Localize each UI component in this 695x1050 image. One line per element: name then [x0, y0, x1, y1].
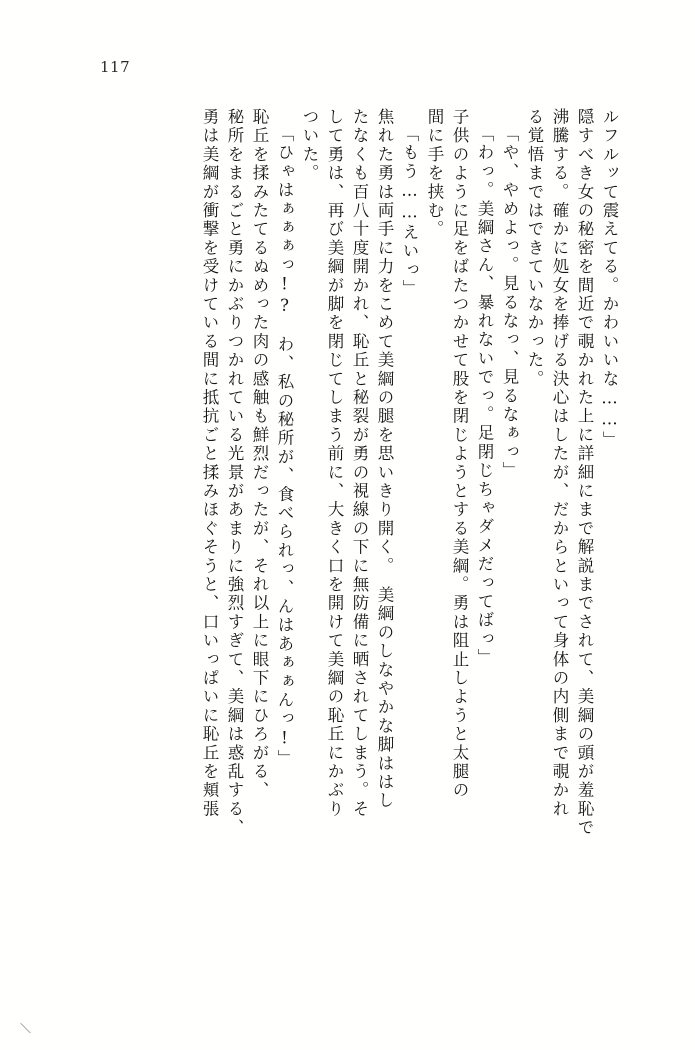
- text-line: 勇は美綱が衝撃を受けている間に抵抗ごと揉みほぐそうと、口いっぱいに恥丘を頬張: [200, 108, 219, 819]
- text-line: 焦れた勇は両手に力をこめて美綱の腿を思いきり開く。 美綱のしなやかな脚ははし: [375, 108, 394, 811]
- text-line: ルフルッて震えてる。かわいいな……」: [600, 108, 619, 450]
- text-line: 沸騰する。確かに処女を捧げる決心はしたが、だからといって身体の内側まで覗かれ: [550, 108, 569, 819]
- text-line: る覚悟まではできていなかった。: [525, 108, 544, 389]
- text-line: 秘所をまるごと勇にかぶりつかれている光景があまりに強烈すぎて、美綱は惑乱する、: [225, 108, 244, 838]
- text-line: 「もう……えいっ」: [400, 125, 419, 299]
- text-line: して勇は、再び美綱が脚を閉じてしまう前に、大きく口を開けて美綱の恥丘にかぶり: [325, 108, 344, 819]
- text-line: ついた。: [300, 108, 319, 183]
- text-line: 恥丘を揉みたてるぬめった肉の感触も鮮烈だったが、それ以上に眼下にひろがる、: [250, 108, 269, 800]
- text-line: たなくも百八十度開かれ、恥丘と秘裂が勇の視線の下に無防備に晒されてしまう。そ: [350, 108, 369, 819]
- page-number: 117: [100, 58, 131, 76]
- text-line: 間に手を挟む。: [425, 108, 444, 239]
- text-line: 「ひゃはぁぁぁっ!? わ、私の秘所が、食べられっ、んはあぁぁんっ!」: [275, 125, 294, 769]
- text-line: 隠すべき女の秘密を間近で覗かれた上に詳細にまで解説までされて、美綱の頭が羞恥で: [575, 108, 594, 838]
- text-line: 「わっ。美綱さん、暴れないでっ。足閉じちゃダメだってばっ」: [475, 125, 494, 668]
- body-text: [57, 108, 617, 988]
- text-line: 子供のように足をばたつかせて股を閉じようとする美綱。勇は阻止しようと太腿の: [450, 108, 469, 800]
- scan-corner-mark: ＼: [20, 1022, 31, 1035]
- text-line: 「や、やめよっ。見るなっ、見るなぁっ」: [500, 125, 519, 481]
